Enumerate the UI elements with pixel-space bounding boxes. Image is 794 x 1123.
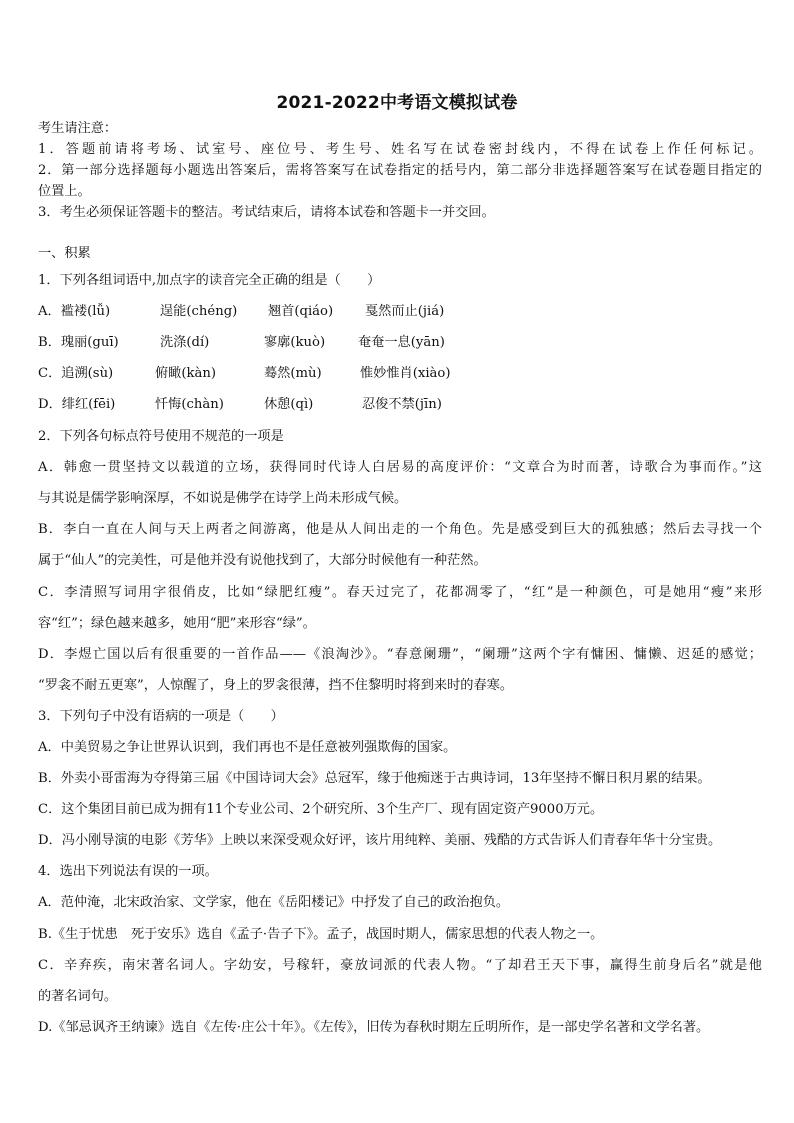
option-text: A．韩愈一贯坚持文以载道的立场，获得同时代诗人白居易的高度评价：“文章合为时而著，诗歌合为事而作。”这 — [38, 460, 762, 475]
notice-item: 2．第一部分选择题每小题选出答案后，需将答案写在试卷指定的括号内，第二部分非选择题答案写在试卷题目指定的 — [38, 163, 762, 178]
option-text: B．李白一直在人间与天上两者之间游离，他是从人间出走的一个角色。先是感受到巨大的孤独感；然后去寻找一个 — [38, 522, 762, 537]
notice-item: 位置上。 — [38, 184, 91, 199]
question-stem: 2．下列各句标点符号使用不规范的一项是 — [38, 429, 284, 444]
option-text: C．辛弃疾，南宋著名词人。字幼安，号稼轩，豪放词派的代表人物。“了却君王天下事，赢得生前身后名”就是他 — [38, 958, 762, 973]
option-word: 奄奄一息(yān) — [358, 335, 445, 350]
option-row-d — [38, 396, 762, 414]
option-word: 惟妙惟肖(xiào) — [360, 366, 451, 381]
notice-item: 1．答题前请将考场、试室号、座位号、考生号、姓名写在试卷密封线内，不得在试卷上作任何标记。 — [38, 142, 762, 157]
option-text: 属于“仙人”的完美性，可是他并没有说他找到了，大部分时候他有一种茫然。 — [38, 553, 487, 568]
option-label: B．瑰丽(guī) — [38, 335, 119, 350]
option-label: D．绯红(fēi) — [38, 397, 116, 412]
option-word: 逞能(chéng) — [160, 304, 238, 319]
section-heading: 一、积累 — [38, 246, 91, 261]
option-word: 寥廓(kuò) — [264, 335, 326, 350]
option-word: 休憩(qì) — [264, 397, 314, 412]
option-text: B.《生于忧患 死于安乐》选自《孟子·告子下》。孟子，战国时期人，儒家思想的代表人物之一。 — [38, 927, 604, 942]
notice-item: 3．考生必须保证答题卡的整洁。考试结束后，请将本试卷和答题卡一并交回。 — [38, 205, 495, 220]
option-text: C．这个集团目前已成为拥有11个专业公司、2个研究所、3个生产厂、现有固定资产9000万元。 — [38, 802, 604, 817]
option-text: 与其说是儒学影响深厚，不如说是佛学在诗学上尚未形成气候。 — [38, 491, 408, 506]
option-text: 容“红”；绿色越来越多，她用“肥”来形容“绿”。 — [38, 616, 316, 631]
page-title: 2021-2022中考语文模拟试卷 — [276, 93, 518, 113]
option-word: 俯瞰(kàn) — [155, 366, 217, 381]
option-label: A．褴褛(lǚ) — [38, 304, 111, 319]
option-text: “罗衾不耐五更寒”，人惊醒了，身上的罗衾很薄，挡不住黎明时将到来时的春寒。 — [38, 678, 514, 693]
option-text: A．中美贸易之争让世界认识到，我们再也不是任意被列强欺侮的国家。 — [38, 740, 457, 755]
option-label: C．追溯(sù) — [38, 366, 114, 381]
option-word: 戛然而止(jiá) — [365, 304, 445, 319]
option-word: 忏悔(chàn) — [155, 397, 224, 412]
option-text: 的著名词句。 — [38, 989, 118, 1004]
option-text: D.《邹忌讽齐王纳谏》选自《左传·庄公十年》。《左传》，旧传为春秋时期左丘明所作，是一部史学名著和文学名著。 — [38, 1020, 710, 1035]
option-text: D．冯小刚导演的电影《芳华》上映以来深受观众好评，该片用纯粹、美丽、残酷的方式告诉人们青春年华十分宝贵。 — [38, 833, 722, 848]
question-stem: 4．选出下列说法有误的一项。 — [38, 864, 218, 879]
option-text: B．外卖小哥雷海为夺得第三届《中国诗词大会》总冠军，缘于他痴迷于古典诗词，13年坚持不懈日积月累的结果。 — [38, 771, 711, 786]
option-word: 蓦然(mù) — [264, 366, 322, 381]
option-text: A．范仲淹，北宋政治家、文学家，他在《岳阳楼记》中抒发了自己的政治抱负。 — [38, 895, 510, 910]
option-row-b — [38, 334, 762, 352]
option-word: 忍俊不禁(jīn) — [362, 397, 442, 412]
option-word: 洗涤(dí) — [160, 335, 210, 350]
option-row-a — [38, 303, 762, 321]
option-word: 翘首(qiáo) — [268, 304, 334, 319]
option-text: C．李清照写词用字很俏皮，比如“绿肥红瘦”。春天过完了，花都凋零了，“红”是一种颜色，可是她用“瘦”来形 — [38, 585, 762, 600]
question-stem: 1．下列各组词语中,加点字的读音完全正确的组是（ ） — [38, 273, 381, 288]
question-stem: 3．下列句子中没有语病的一项是（ ） — [38, 709, 284, 724]
option-row-c — [38, 365, 762, 383]
option-text: D．李煜亡国以后有很重要的一首作品——《浪淘沙》。“春意阑珊”，“阑珊”这两个字有慵困、慵懒、迟延的感觉； — [38, 647, 762, 662]
notice-heading: 考生请注意： — [38, 121, 118, 136]
